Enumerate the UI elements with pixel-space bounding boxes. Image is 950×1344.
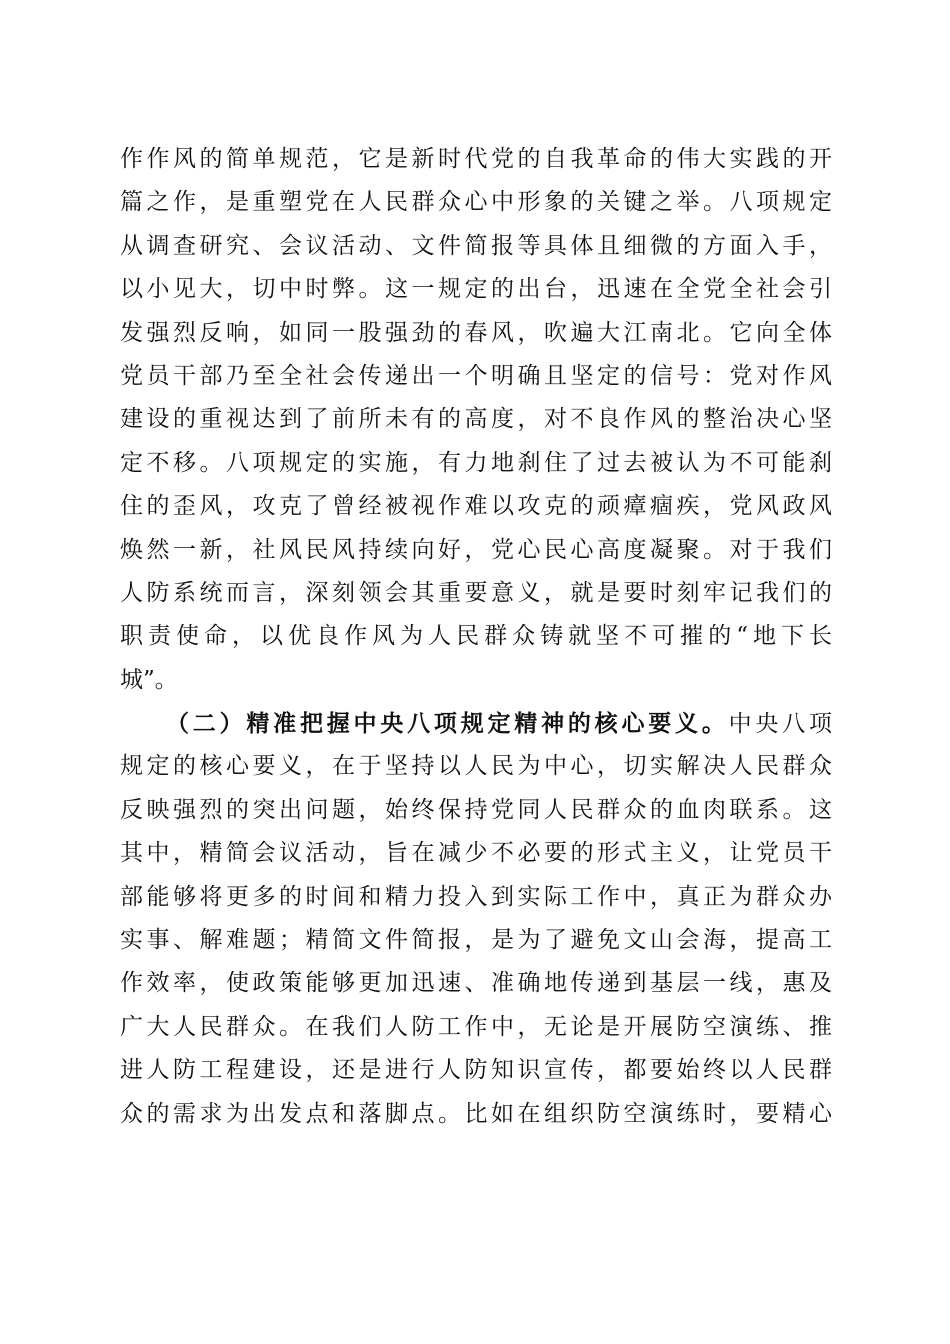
text-line: 城”。	[120, 666, 178, 693]
text-line: 以小见大，切中时弊。这一规定的出台，迅速在全党全社会引	[120, 276, 832, 303]
text-line: 规定的核心要义，在于坚持以人民为中心，切实解决人民群众	[120, 753, 832, 780]
text-line: 部能够将更多的时间和精力投入到实际工作中，真正为群众办	[120, 883, 832, 910]
text-line: 发强烈反响，如同一股强劲的春风，吹遍大江南北。它向全体	[120, 319, 832, 346]
heading-line	[120, 702, 832, 745]
text-line: 建设的重视达到了前所未有的高度，对不良作风的整治决心坚	[120, 406, 832, 433]
text-line: 职责使命，以优良作风为人民群众铸就坚不可摧的“地下长	[120, 623, 832, 650]
paragraph-1	[120, 138, 832, 702]
text-line: 实事、解难题；精简文件简报，是为了避免文山会海，提高工	[120, 927, 832, 954]
text-line: 焕然一新，社风民风持续向好，党心民心高度凝聚。对于我们	[120, 536, 832, 563]
text-line: 从调查研究、会议活动、文件简报等具体且细微的方面入手，	[120, 232, 832, 259]
text-line: 进人防工程建设，还是进行人防知识宣传，都要始终以人民群	[120, 1057, 832, 1084]
section-heading: （二）精准把握中央八项规定精神的核心要义。	[166, 710, 729, 738]
text-line: 作效率，使政策能够更加迅速、准确地传递到基层一线，惠及	[120, 970, 832, 997]
text-line: 反映强烈的突出问题，始终保持党同人民群众的血肉联系。这	[120, 796, 832, 823]
text-line: 作作风的简单规范，它是新时代党的自我革命的伟大实践的开	[120, 146, 832, 172]
text-line: 定不移。八项规定的实施，有力地刹住了过去被认为不可能刹	[120, 449, 832, 476]
text-line: 人防系统而言，深刻领会其重要意义，就是要时刻牢记我们的	[120, 579, 832, 606]
text-line: 众的需求为出发点和落脚点。比如在组织防空演练时，要精心	[120, 1100, 832, 1127]
text-line: 住的歪风，攻克了曾经被视作难以攻克的顽瘴痼疾，党风政风	[120, 493, 832, 520]
text-line: 党员干部乃至全社会传递出一个明确且坚定的信号：党对作风	[120, 362, 832, 389]
text-line: 篇之作，是重塑党在人民群众心中形象的关键之举。八项规定	[120, 189, 832, 216]
document-body	[120, 138, 832, 1136]
heading-line-rest: 中央八项	[728, 711, 833, 738]
text-line: 其中，精简会议活动，旨在减少不必要的形式主义，让党员干	[120, 840, 832, 867]
text-line: 广大人民群众。在我们人防工作中，无论是开展防空演练、推	[120, 1013, 832, 1040]
paragraph-2	[120, 702, 832, 1136]
